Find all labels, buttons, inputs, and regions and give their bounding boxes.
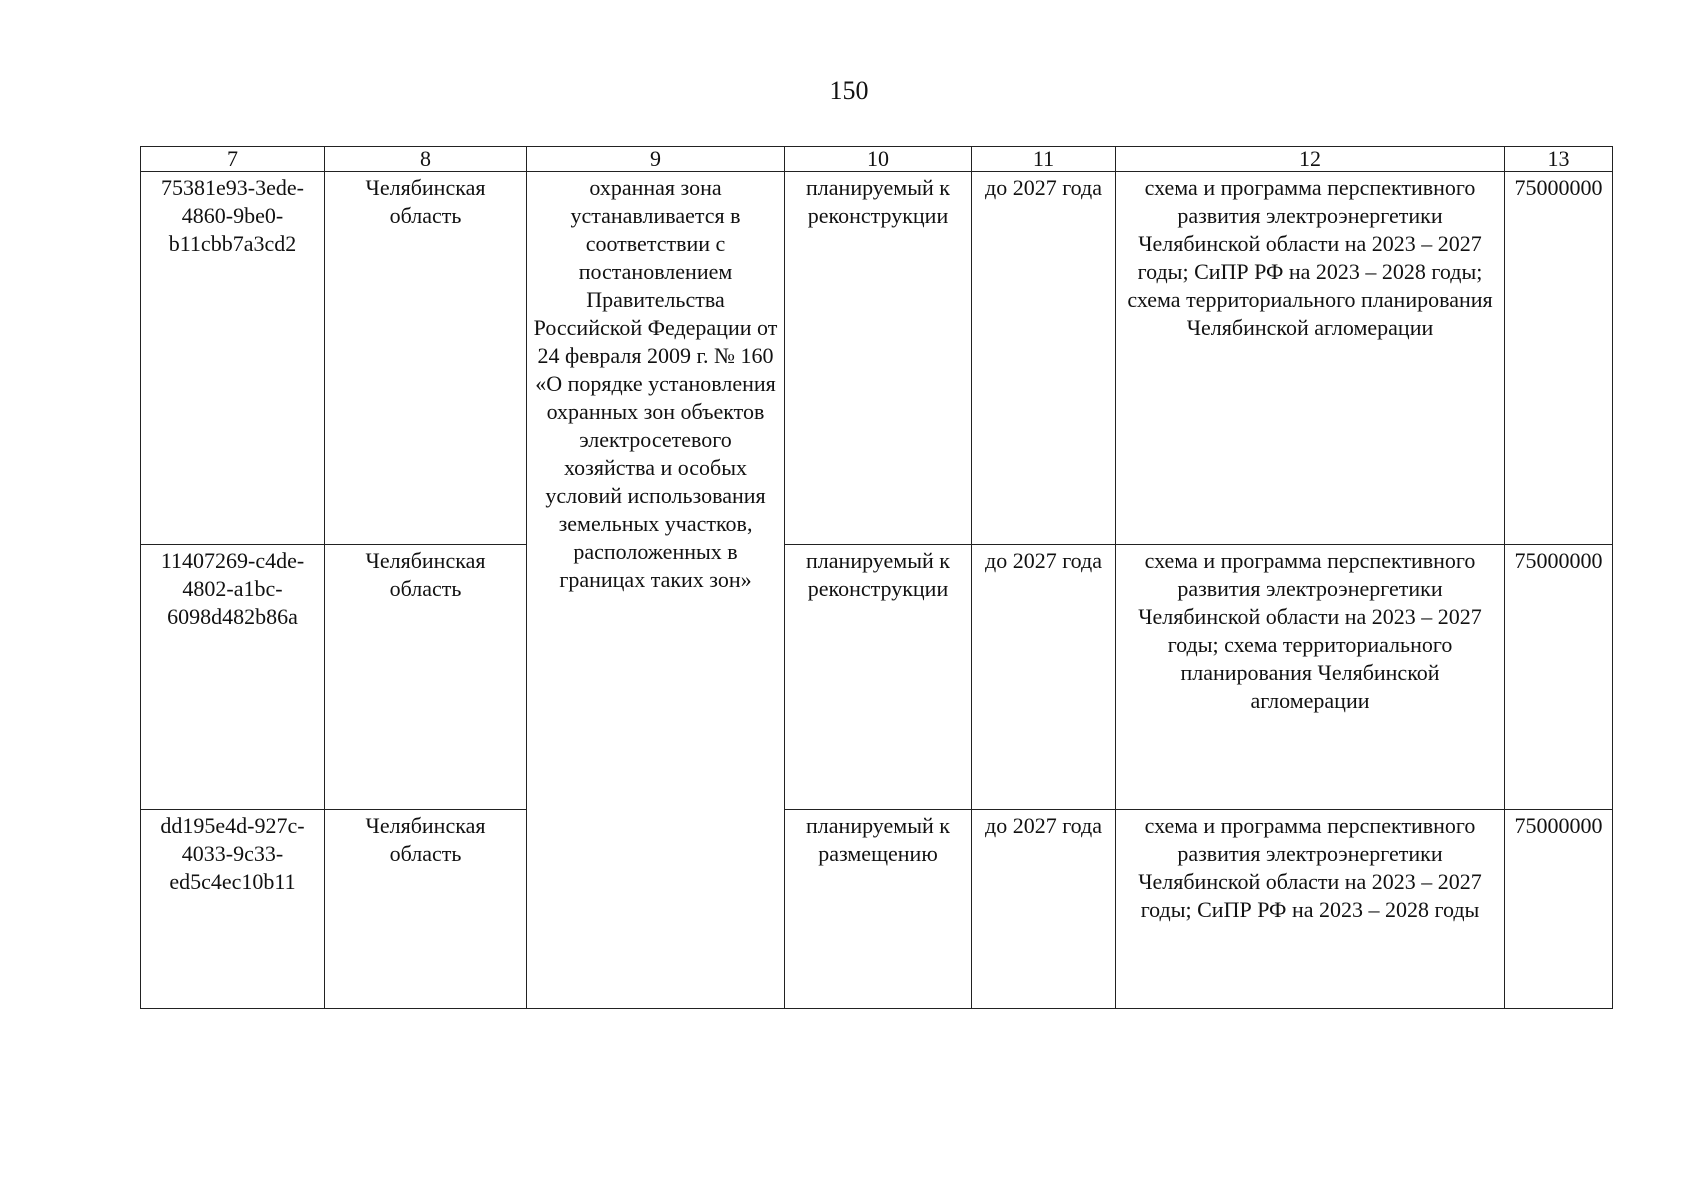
amount-cell: 75000000 (1505, 810, 1613, 1009)
table-row (141, 545, 1613, 810)
column-header: 10 (785, 147, 972, 172)
column-header: 9 (527, 147, 785, 172)
amount-cell: 75000000 (1505, 172, 1613, 545)
table-row (141, 172, 1613, 545)
deadline-cell: до 2027 года (972, 172, 1116, 545)
region-cell: Челябинская область (325, 172, 527, 545)
data-table (140, 146, 1613, 1009)
column-header: 12 (1116, 147, 1505, 172)
column-header: 8 (325, 147, 527, 172)
column-header: 7 (141, 147, 325, 172)
object-id-cell: dd195e4d-927c-4033-9c33-ed5c4ec10b11 (141, 810, 325, 1009)
status-cell: планируемый к размещению (785, 810, 972, 1009)
page-number: 150 (829, 76, 869, 105)
column-header: 11 (972, 147, 1116, 172)
object-id-cell: 75381e93-3ede-4860-9be0-b11cbb7a3cd2 (141, 172, 325, 545)
basis-cell: схема и программа перспективного развития электроэнергетики Челябинской области на 2023 – 2027 годы; СиПР РФ на 2023 – 2028 годы; схема территориального планирования Челябинской агломерации (1116, 172, 1505, 545)
object-id-cell: 11407269-c4de-4802-a1bc-6098d482b86a (141, 545, 325, 810)
region-cell: Челябинская область (325, 810, 527, 1009)
region-cell: Челябинская область (325, 545, 527, 810)
status-cell: планируемый к реконструкции (785, 545, 972, 810)
basis-cell: схема и программа перспективного развития электроэнергетики Челябинской области на 2023 – 2027 годы; схема территориального планирования Челябинской агломерации (1116, 545, 1505, 810)
deadline-cell: до 2027 года (972, 810, 1116, 1009)
status-cell: планируемый к реконструкции (785, 172, 972, 545)
column-header: 13 (1505, 147, 1613, 172)
amount-cell: 75000000 (1505, 545, 1613, 810)
header-row (141, 147, 1613, 172)
basis-cell: схема и программа перспективного развития электроэнергетики Челябинской области на 2023 – 2027 годы; СиПР РФ на 2023 – 2028 годы (1116, 810, 1505, 1009)
zone-description-cell: охранная зона устанавливается в соответствии с постановлением Правительства Российской Федерации от 24 февраля 2009 г. № 160 «О порядке установления охранных зон объектов электросетевого хозяйства и особых условий использования земельных участков, расположенных в границах таких зон» (527, 172, 785, 1009)
deadline-cell: до 2027 года (972, 545, 1116, 810)
table-row (141, 810, 1613, 1009)
